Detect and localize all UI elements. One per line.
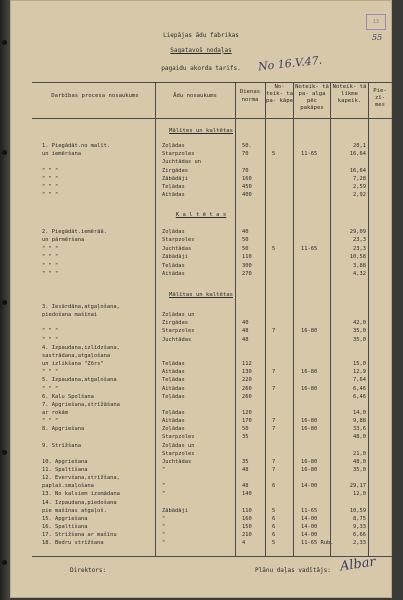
- binding-hole: [2, 150, 7, 155]
- cell-rank: 5: [272, 245, 276, 252]
- cell-leather: Teļādas: [162, 184, 185, 190]
- cell-rate: 20,1: [353, 143, 366, 149]
- cell-norm: 260: [242, 393, 252, 400]
- cell-process: piedošana mašīnai: [42, 312, 98, 319]
- cell-process: " " ": [42, 385, 59, 392]
- table-row: [10, 532, 392, 539]
- cell-leather: Zoļādas: [162, 143, 185, 149]
- cell-rank: 7: [272, 328, 276, 335]
- cell-process: 8. Apgriešana: [42, 426, 85, 433]
- table-row: [10, 192, 392, 199]
- cell-rate: 9,33: [353, 524, 366, 531]
- cell-rate: 8,75: [353, 515, 366, 522]
- cell-wage: 16-80: [301, 328, 318, 335]
- cell-rate: 2,33: [353, 540, 366, 547]
- cell-rank: 5: [272, 507, 276, 514]
- cell-process: 2. Piegādāt.iemērāā.: [42, 229, 107, 235]
- cell-norm: 120: [242, 409, 252, 416]
- table-row: [10, 410, 392, 417]
- cell-rate: 2,59: [353, 184, 366, 190]
- cell-process: 12. Evervšana,strīžšana,: [42, 475, 120, 482]
- cell-leather: ": [162, 515, 166, 522]
- table-row: [10, 426, 392, 433]
- table-row: [10, 394, 392, 401]
- cell-process: " " ": [42, 184, 59, 190]
- cell-rate: 35,0: [353, 336, 366, 343]
- cell-norm: 70: [242, 151, 249, 158]
- cell-process: " " ": [42, 262, 59, 269]
- cell-rank: 6: [272, 532, 276, 539]
- page-number-handwritten: 55: [372, 33, 383, 42]
- cell-wage: 14-00: [301, 483, 318, 490]
- cell-leather: Zābādāji: [162, 175, 188, 182]
- cell-leather: Teļādas: [162, 361, 185, 368]
- cell-wage: 16-80: [301, 467, 318, 473]
- cell-leather: Juchtādas: [162, 458, 192, 465]
- table-row: [10, 176, 392, 183]
- cell-leather: Zirgādas: [162, 320, 188, 327]
- cell-rate: 23,3: [353, 237, 366, 244]
- cell-norm: 130: [242, 369, 252, 376]
- cell-norm: 40: [242, 320, 249, 327]
- cell-process: 6. Kalu Spolšana: [42, 393, 94, 400]
- cell-process: " " ": [42, 336, 59, 343]
- binding-hole: [2, 300, 7, 305]
- cell-process: ar rokām: [42, 409, 68, 416]
- cell-process: 3. Iesārdāna,atgaļošana,: [42, 304, 120, 310]
- table-row: [10, 524, 392, 531]
- cell-leather: Juchtādas un: [162, 159, 201, 166]
- cell-leather: Aitādas: [162, 369, 185, 376]
- cell-leather: ": [162, 483, 166, 490]
- cell-process: un iemēršana: [42, 151, 81, 158]
- table-row: [10, 254, 392, 261]
- director-label: Direktors:: [70, 567, 107, 574]
- cell-rate: 16,64: [349, 167, 366, 174]
- cell-wage: 16-80: [301, 418, 318, 425]
- cell-process: 10. Apgriešana: [42, 458, 88, 465]
- cell-leather: Starpzoles: [162, 434, 195, 441]
- cell-process: " " ": [42, 192, 59, 199]
- cell-wage: 16-80: [301, 458, 318, 465]
- cell-norm: 210: [242, 532, 252, 539]
- table-row: [10, 353, 392, 360]
- cell-leather: Zoļādas: [162, 426, 185, 433]
- cell-leather: ": [162, 532, 166, 539]
- cell-norm: 110: [242, 254, 252, 261]
- col-header-process: Darbības procesa nosaukums: [51, 93, 139, 99]
- cell-rate: 16,64: [349, 151, 366, 158]
- cell-wage: 16-80: [301, 385, 318, 392]
- cell-norm: 112: [242, 361, 252, 368]
- table-row: [10, 304, 392, 311]
- table-row: [10, 184, 392, 191]
- cell-leather: Zoļādas un: [162, 312, 195, 319]
- cell-process: sastrādana,atgaļošana: [42, 352, 111, 359]
- cell-rate: 3,88: [353, 262, 366, 269]
- cell-process: un pārmēršana: [42, 237, 85, 244]
- cell-norm: 140: [242, 491, 252, 498]
- corner-stamp: 13: [366, 14, 386, 30]
- cell-leather: Starpzoles: [162, 450, 195, 457]
- cell-norm: 48: [242, 328, 249, 335]
- cell-process: 17. Strīžšana ar mašīnu: [42, 532, 117, 539]
- book-binding: [0, 0, 10, 600]
- cell-leather: Aitādas: [162, 192, 185, 199]
- cell-leather: Starpzoles: [162, 151, 195, 158]
- binding-hole: [2, 560, 7, 565]
- cell-norm: 48: [242, 483, 249, 490]
- cell-norm: 170: [242, 418, 252, 425]
- table-row: [10, 159, 392, 166]
- col-header-wage: Noteik- tā pa- alga pēc pakāpes: [295, 84, 329, 111]
- cell-norm: 35: [242, 434, 249, 441]
- cell-wage: 16-80: [301, 426, 318, 433]
- col-header-norm: Dienas norma: [239, 89, 261, 103]
- table-row: [10, 451, 392, 458]
- table-row: [10, 320, 392, 327]
- table-row: [10, 443, 392, 450]
- cell-norm: 50.: [242, 143, 252, 149]
- table-row: [10, 237, 392, 244]
- cell-rank: 5: [272, 151, 276, 158]
- cell-process: un izlikšana "Zōrs": [42, 361, 104, 368]
- table-row: [10, 483, 392, 490]
- cell-process: 16. Spaltīšana: [42, 524, 88, 531]
- cell-leather: Zirgādas: [162, 167, 188, 174]
- cell-rank: 6: [272, 515, 276, 522]
- table-row: [10, 151, 392, 158]
- cell-process: 18. Bedru strīžšana: [42, 540, 104, 547]
- table-row: [10, 271, 392, 278]
- org-title: Liepājas ādu fabrikas: [163, 32, 239, 39]
- cell-norm: 160: [242, 175, 252, 182]
- cell-process: paplaš.smaļošana: [42, 483, 94, 490]
- cell-process: " " ": [42, 245, 59, 252]
- cell-process: 14. Izpaudana,piedošana: [42, 499, 117, 506]
- cell-norm: 260: [242, 385, 252, 392]
- table-row: [10, 500, 392, 507]
- section-title: Mālītes un kaltētas: [169, 128, 233, 134]
- cell-rate: 9,88: [353, 418, 366, 425]
- doc-subtitle: pagaidu akorda tarifs.: [161, 65, 241, 72]
- cell-norm: 40: [242, 229, 249, 235]
- binding-hole: [2, 450, 7, 455]
- cell-wage: 14-00: [301, 532, 318, 539]
- cell-leather: Zoļādas un: [162, 442, 195, 449]
- cell-wage: 14-00: [301, 515, 318, 522]
- cell-norm: 50: [242, 245, 249, 252]
- cell-process: 1. Piegādāt.no malīt.: [42, 143, 111, 149]
- cell-rate: 35,0: [353, 467, 366, 473]
- cell-leather: Aitādas: [162, 385, 185, 392]
- table-row: [10, 475, 392, 482]
- table-top-border: [32, 82, 392, 83]
- cell-rate: 2,92: [353, 192, 366, 199]
- cell-process: " " ": [42, 369, 59, 376]
- table-row: [10, 467, 392, 474]
- cell-norm: 220: [242, 377, 252, 384]
- cell-process: 15. Apgriešana: [42, 515, 88, 522]
- cell-norm: 70: [242, 167, 249, 174]
- cell-wage: 11-65: [301, 245, 318, 252]
- col-header-rank: No- teik- ta pa- kāpe: [266, 84, 293, 104]
- document-page: [10, 0, 392, 598]
- cell-process: 13. No kalsiem izsmādana: [42, 491, 120, 498]
- table-row: [10, 337, 392, 344]
- col-header-rate: Noteik- tā līkme kapeik.: [332, 84, 367, 104]
- cell-norm: 48: [242, 336, 249, 343]
- cell-leather: Starpzoles: [162, 328, 195, 335]
- cell-rate: 6,66: [353, 532, 366, 539]
- cell-rate: 7,28: [353, 175, 366, 182]
- table-row: [10, 361, 392, 368]
- table-row: [10, 508, 392, 515]
- table-row: [10, 418, 392, 425]
- col-header-leather: Ādu nosaukums: [173, 93, 217, 99]
- cell-norm: 160: [242, 515, 252, 522]
- table-row: [10, 246, 392, 253]
- table-row: [10, 434, 392, 441]
- table-row: [10, 369, 392, 376]
- cell-process: " " ": [42, 254, 59, 261]
- table-row: [10, 491, 392, 498]
- cell-norm: 50: [242, 237, 249, 244]
- cell-rank: 7: [272, 467, 276, 473]
- cell-leather: ": [162, 524, 166, 531]
- cell-process: 4. Izpaudana,izlīdzšana,: [42, 344, 120, 351]
- cell-leather: ": [162, 467, 166, 473]
- cell-rate: 12,0: [353, 491, 366, 498]
- cell-rate: 33,6: [353, 426, 366, 433]
- table-row: [10, 516, 392, 523]
- cell-norm: 50: [242, 426, 249, 433]
- cell-wage: 16-80: [301, 369, 318, 376]
- table-row: [10, 328, 392, 335]
- cell-rank: 7: [272, 418, 276, 425]
- cell-rate: 48,0: [353, 434, 366, 441]
- cell-norm: 48: [242, 467, 249, 473]
- cell-rate: 29,09: [349, 229, 366, 235]
- cell-wage: 11-65: [301, 507, 318, 514]
- cell-rank: 6: [272, 483, 276, 490]
- cell-norm: 450: [242, 184, 252, 190]
- cell-rate: 48,0: [353, 458, 366, 465]
- cell-leather: Aitādas: [162, 271, 185, 277]
- cell-rate: 14,0: [353, 409, 366, 416]
- cell-process: 9. Strīžšana: [42, 442, 81, 449]
- cell-norm: 270: [242, 271, 252, 277]
- cell-rate: 42,0: [353, 320, 366, 327]
- cell-leather: Zābādāji: [162, 254, 188, 261]
- cell-leather: Starpzoles: [162, 237, 195, 244]
- cell-process: 11. Spaltīšana: [42, 467, 88, 473]
- signature: Albar: [339, 554, 377, 575]
- table-row: [10, 386, 392, 393]
- table-bottom-border: [32, 556, 392, 557]
- section-title: K a l t ē t a s: [175, 212, 227, 218]
- cell-process: pie mašīnas atgaļoš.: [42, 507, 107, 514]
- cell-leather: ": [162, 540, 166, 547]
- cell-rate: 10,58: [349, 254, 366, 261]
- cell-rate: 10,59: [349, 507, 366, 514]
- cell-leather: Juchtādas: [162, 336, 192, 343]
- cell-leather: Teļādas: [162, 377, 185, 384]
- cell-leather: Zoļādas: [162, 229, 185, 235]
- cell-leather: Teļādas: [162, 393, 185, 400]
- cell-rank: 7: [272, 369, 276, 376]
- cell-rate: 35,0: [353, 328, 366, 335]
- cell-leather: Teļādas: [162, 409, 185, 416]
- table-row: [10, 540, 392, 547]
- table-row: [10, 459, 392, 466]
- cell-process: " " ": [42, 271, 59, 277]
- cell-rate: 7,64: [353, 377, 366, 384]
- cell-rate: 6,46: [353, 385, 366, 392]
- cell-process: 7. Apgriešana,strīžāšana: [42, 401, 120, 408]
- table-row: [10, 345, 392, 352]
- dept-title: Sagatavoš nodaļas: [170, 47, 232, 54]
- table-row: [10, 263, 392, 270]
- cell-rank: 5: [272, 540, 276, 547]
- cell-rate: 4,32: [353, 271, 366, 277]
- cell-norm: 400: [242, 192, 252, 199]
- cell-rate: 29,17: [349, 483, 366, 490]
- cell-process: " " ": [42, 328, 59, 335]
- handwritten-date: No 16.V.47.: [257, 53, 323, 74]
- cell-rate: 15,0: [353, 361, 366, 368]
- cell-process: 5. Izpaudana,atgaļošana: [42, 377, 117, 384]
- cell-rank: 7: [272, 458, 276, 465]
- table-row: [10, 402, 392, 409]
- cell-process: " " ": [42, 418, 59, 425]
- cell-wage: 11-65: [301, 151, 318, 158]
- cell-process: " " ": [42, 175, 59, 182]
- cell-leather: Zābādāji: [162, 507, 188, 514]
- cell-rank: 7: [272, 385, 276, 392]
- cell-wage: 11-65 Rub.: [301, 540, 334, 547]
- cell-rate: 12,9: [353, 369, 366, 376]
- cell-process: " " ": [42, 167, 59, 174]
- cell-norm: 150: [242, 524, 252, 531]
- table-row: [10, 229, 392, 236]
- cell-rate: 23,3: [353, 245, 366, 252]
- cell-rate: 21,0: [353, 450, 366, 457]
- cell-leather: ": [162, 491, 166, 498]
- cell-norm: 300: [242, 262, 252, 269]
- planner-label: Plānu daļas vadītājs:: [255, 567, 331, 574]
- cell-rank: 7: [272, 426, 276, 433]
- binding-hole: [2, 40, 7, 45]
- cell-rate: 6,46: [353, 393, 366, 400]
- cell-norm: 35: [242, 458, 249, 465]
- cell-norm: 110: [242, 507, 252, 514]
- table-row: [10, 377, 392, 384]
- cell-norm: 4: [242, 540, 246, 547]
- col-header-note: Pie- zī- mes: [373, 88, 387, 108]
- table-row: [10, 168, 392, 175]
- table-header-border: [32, 118, 392, 119]
- cell-rank: 6: [272, 524, 276, 531]
- section-title: Mālītas un kaltētas: [169, 292, 233, 298]
- cell-leather: Teļādas: [162, 262, 185, 269]
- cell-wage: 14-00: [301, 524, 318, 531]
- cell-leather: Juchtādas: [162, 245, 192, 252]
- cell-leather: Aitādas: [162, 418, 185, 425]
- table-row: [10, 143, 392, 150]
- table-row: [10, 312, 392, 319]
